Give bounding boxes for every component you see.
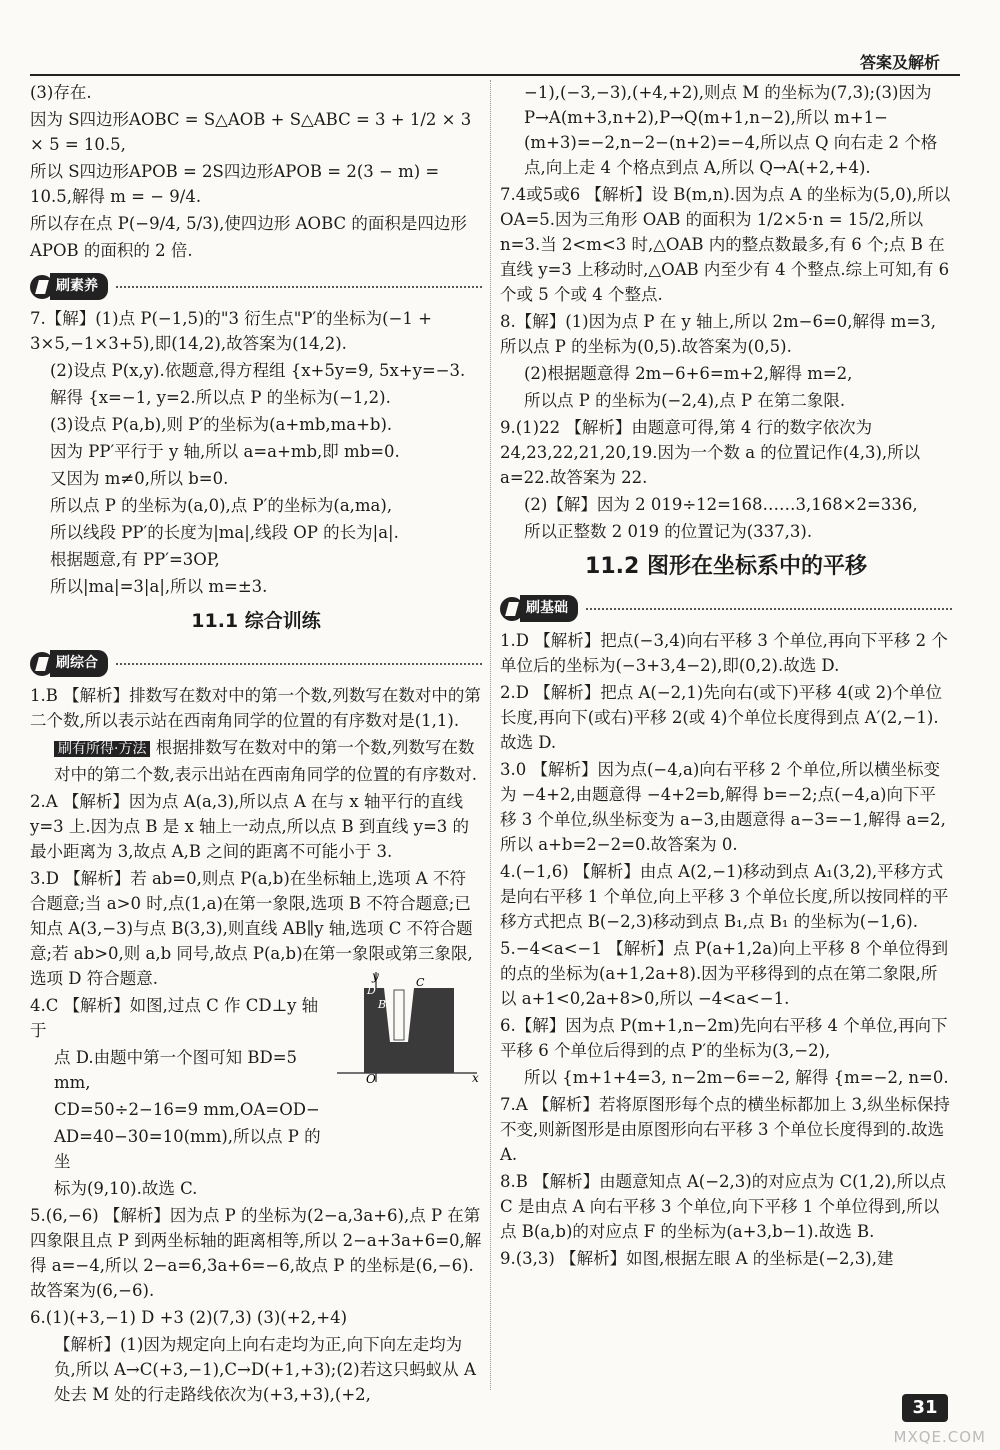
pen-icon (30, 652, 54, 676)
q4-figure (332, 970, 482, 1085)
answer-line: 5.(6,−6) 【解析】因为点 P 的坐标为(2−a,3a+6),点 P 在第四象限且点 P 到两坐标轴的距离相等,所以 2−a+3a+6=0,解得 a=−4,所以 2−a=6,3a+6=−6,故点 P 的坐标是(6,−6).故答案为(6,−6). (30, 1206, 482, 1300)
answer-line: (2)【解】因为 2 019÷12=168……3,168×2=336, (524, 495, 918, 514)
answer-line: AD=40−30=10(mm),所以点 P 的坐 (54, 1127, 321, 1171)
answer-line: 因为 PP′平行于 y 轴,所以 a=a+mb,即 mb=0. (50, 442, 400, 461)
badge-label: 刷基础 (520, 595, 578, 622)
intro-line: APOB 的面积的 2 倍. (30, 241, 193, 260)
answer-line: 所以线段 PP′的长度为|ma|,线段 OP 的长为|a|. (50, 523, 399, 542)
answer-line: 所以正整数 2 019 的位置记为(337,3). (524, 522, 813, 541)
answer-line: 7.【解】(1)点 P(−1,5)的"3 衍生点"P′的坐标为(−1 + 3×5,−1×3+5),即(14,2),故答案为(14,2). (30, 309, 433, 353)
dotted-rule (116, 663, 482, 665)
answer-line: 所以 {m+1+4=3, n−2m−6=−2, 解得 {m=−2, n=0. (524, 1068, 949, 1087)
intro-line: 因为 S四边形AOBC = S△AOB + S△ABC = 3 + 1/2 × 3 × 5 = 10.5, (30, 110, 472, 154)
answer-line: 3.0 【解析】因为点(−4,a)向右平移 2 个单位,所以横坐标变为 −4+2,由题意得 −4+2=b,解得 b=−2;点(−4,a)向下平移 3 个单位,纵坐标变为 a−3,由题意得 a−3=−1,解得 a=2,所以 a+b=2−2=0.故答案为 0. (500, 760, 946, 854)
column-divider (490, 80, 491, 1390)
answer-line: 7.A 【解析】若将原图形每个点的横坐标都加上 3,纵坐标保持不变,则新图形是由原图形向右平移 3 个单位长度得到的.故选 A. (500, 1095, 950, 1164)
badge-label: 刷素养 (50, 273, 108, 300)
answer-line: 所以|ma|=3|a|,所以 m=±3. (50, 577, 268, 596)
right-column (500, 80, 952, 1273)
label-x: x (472, 1071, 479, 1085)
answer-line: 1.B 【解析】排数写在数对中的第一个数,列数写在数对中的第二个数,所以表示站在西南角同学的位置的有序数对是(1,1). (30, 686, 481, 730)
answer-line: 所以点 P 的坐标为(a,0),点 P′的坐标为(a,ma), (50, 496, 393, 515)
answer-line: −1),(−3,−3),(+4,+2),则点 M 的坐标为(7,3);(3)因为 P→A(m+3,n+2),P→Q(m+1,n−2),所以 m+1−(m+3)=−2,n−2−(n+2)=−4,所以点 Q 向右走 2 个格点,向上走 4 个格点到点 A,所以 Q→A(+2,+4). (524, 83, 938, 177)
left-column (30, 80, 482, 1409)
answer-line: 4.C 【解析】如图,过点 C 作 CD⊥y 轴于 (30, 996, 319, 1040)
intro-line: 所以 S四边形APOB = 2S四边形APOB = 2(3 − m) = 10.5,解得 m = − 9/4. (30, 162, 440, 206)
answer-line: 9.(3,3) 【解析】如图,根据左眼 A 的坐标是(−2,3),建 (500, 1249, 894, 1268)
section-badge (500, 595, 952, 622)
method-tip (30, 735, 482, 787)
answer-line: 8.B 【解析】由题意知点 A(−2,3)的对应点为 C(1,2),所以点 C 是由点 A 向右平移 3 个单位,向下平移 1 个单位得到,所以点 B(a,b)的对应点 F 的坐标为(a+3,b−1).故选 B. (500, 1172, 946, 1241)
label-d: D (367, 984, 376, 997)
section-badge (30, 650, 482, 677)
answer-line: 2.A 【解析】因为点 A(a,3),所以点 A 在与 x 轴平行的直线 y=3 上.因为点 B 是 x 轴上一动点,所以点 B 到直线 y=3 的最小距离为 3,故点 A,B 之间的距离不可能小于 3. (30, 792, 470, 861)
badge-label: 刷综合 (50, 650, 108, 677)
dotted-rule (586, 608, 952, 610)
answer-line: 标为(9,10).故选 C. (54, 1179, 198, 1198)
page-header: 答案及解析 (859, 53, 940, 72)
pen-icon (30, 275, 54, 299)
answer-line: 根据题意,有 PP′=3OP, (50, 550, 220, 569)
label-c: C (416, 976, 425, 989)
answer-line: 又因为 m≠0,所以 b=0. (50, 469, 229, 488)
answer-line: 解得 {x=−1, y=2.所以点 P 的坐标为(−1,2). (50, 388, 391, 407)
watermark: MXQE.COM (893, 1428, 986, 1446)
tip-label: 刷有所得·方法 (54, 741, 150, 757)
answer-line: 所以点 P 的坐标为(−2,4),点 P 在第二象限. (524, 391, 846, 410)
header-rule (30, 74, 960, 76)
answer-line: 6.【解】因为点 P(m+1,n−2m)先向右平移 4 个单位,再向下平移 6 个单位后得到的点 P′的坐标为(3,−2), (500, 1016, 948, 1060)
answer-line: 8.【解】(1)因为点 P 在 y 轴上,所以 2m−6=0,解得 m=3,所以点 P 的坐标为(0,5).故答案为(0,5). (500, 312, 937, 356)
answer-line: 3.D 【解析】若 ab=0,则点 P(a,b)在坐标轴上,选项 A 不符合题意;当 a>0 时,点(1,a)在第一象限,选项 B 不符合题意;已知点 A(3,−3)与点 B(3,3),则直线 AB∥y 轴,选项 C 不符合题意;若 ab>0,则 a,b 同号,故点 P(a,b)在第一象限或第三象限,选项 D 符合题意. (30, 869, 473, 988)
label-o: O (366, 1072, 376, 1085)
probe (394, 990, 404, 1040)
answer-line: 6.(1)(+3,−1) D +3 (2)(7,3) (3)(+2,+4) (30, 1308, 348, 1327)
section-badge (30, 273, 482, 300)
dotted-rule (116, 286, 482, 288)
answer-line: 点 D.由题中第一个图可知 BD=5 mm, (54, 1048, 298, 1092)
intro-line: 所以存在点 P(−9/4, 5/3),使四边形 AOBC 的面积是四边形 (30, 214, 467, 233)
answer-line: CD=50÷2−16=9 mm,OA=OD− (54, 1100, 320, 1119)
answer-line: 4.(−1,6) 【解析】由点 A(2,−1)移动到点 A₁(3,2),平移方式是向右平移 1 个单位,向上平移 3 个单位长度,所以按同样的平移方式把点 B(−2,3)移动到点 B₁,点 B₁ 的坐标为(−1,6). (500, 862, 949, 931)
label-y: y (372, 970, 379, 983)
label-b: B (378, 998, 387, 1011)
answer-line: (2)设点 P(x,y).依题意,得方程组 {x+5y=9, 5x+y=−3. (50, 361, 466, 380)
tip-text: 根据排数写在数对中的第一个数,列数写在数对中的第二个数,表示出站在西南角同学的位置的有序数对. (54, 738, 477, 784)
answer-line: (2)根据题意得 2m−6+6=m+2,解得 m=2, (524, 364, 853, 383)
answer-line: (3)设点 P(a,b),则 P′的坐标为(a+mb,ma+b). (50, 415, 393, 434)
intro-line: (3)存在. (30, 83, 92, 102)
section-title: 11.2 图形在坐标系中的平移 (585, 554, 867, 579)
q4-block (30, 993, 330, 1201)
pen-icon (500, 597, 524, 621)
answer-line: 1.D 【解析】把点(−3,4)向右平移 3 个单位,再向下平移 2 个单位后的坐标为(−3+3,4−2),即(0,2).故选 D. (500, 631, 948, 675)
answer-line: 9.(1)22 【解析】由题意可得,第 4 行的数字依次为 24,23,22,21,20,19.因为一个数 a 的位置记作(4,3),所以 a=22.故答案为 22. (500, 418, 921, 487)
answer-line: 7.4或5或6 【解析】设 B(m,n).因为点 A 的坐标为(5,0),所以 OA=5.因为三角形 OAB 的面积为 1/2×5·n = 15/2,所以 n=3.当 2<m<3 时,△OAB 内的整点数最多,有 6 个;点 B 在直线 y=3 上移动时,△OAB 内至少有 4 个整点.综上可知,有 6 个或 5 个或 4 个整点. (500, 185, 951, 304)
answer-line: 5.−4<a<−1 【解析】点 P(a+1,2a)向上平移 8 个单位得到的点的坐标为(a+1,2a+8).因为平移得到的点在第二象限,所以 a+1<0,2a+8>0,所以 −4<a<−1. (500, 939, 949, 1008)
answer-line: 【解析】(1)因为规定向上向右走均为正,向下向左走均为负,所以 A→C(+3,−1),C→D(+1,+3);(2)若这只蚂蚁从 A 处去 M 处的行走路线依次为(+3,+3),(+2, (54, 1335, 476, 1404)
answer-line: 2.D 【解析】把点 A(−2,1)先向右(或下)平移 4(或 2)个单位长度,再向下(或右)平移 2(或 4)个单位长度得到点 A′(2,−1).故选 D. (500, 683, 943, 752)
section-title: 11.1 综合训练 (191, 610, 321, 632)
page-number: 31 (902, 1394, 948, 1422)
